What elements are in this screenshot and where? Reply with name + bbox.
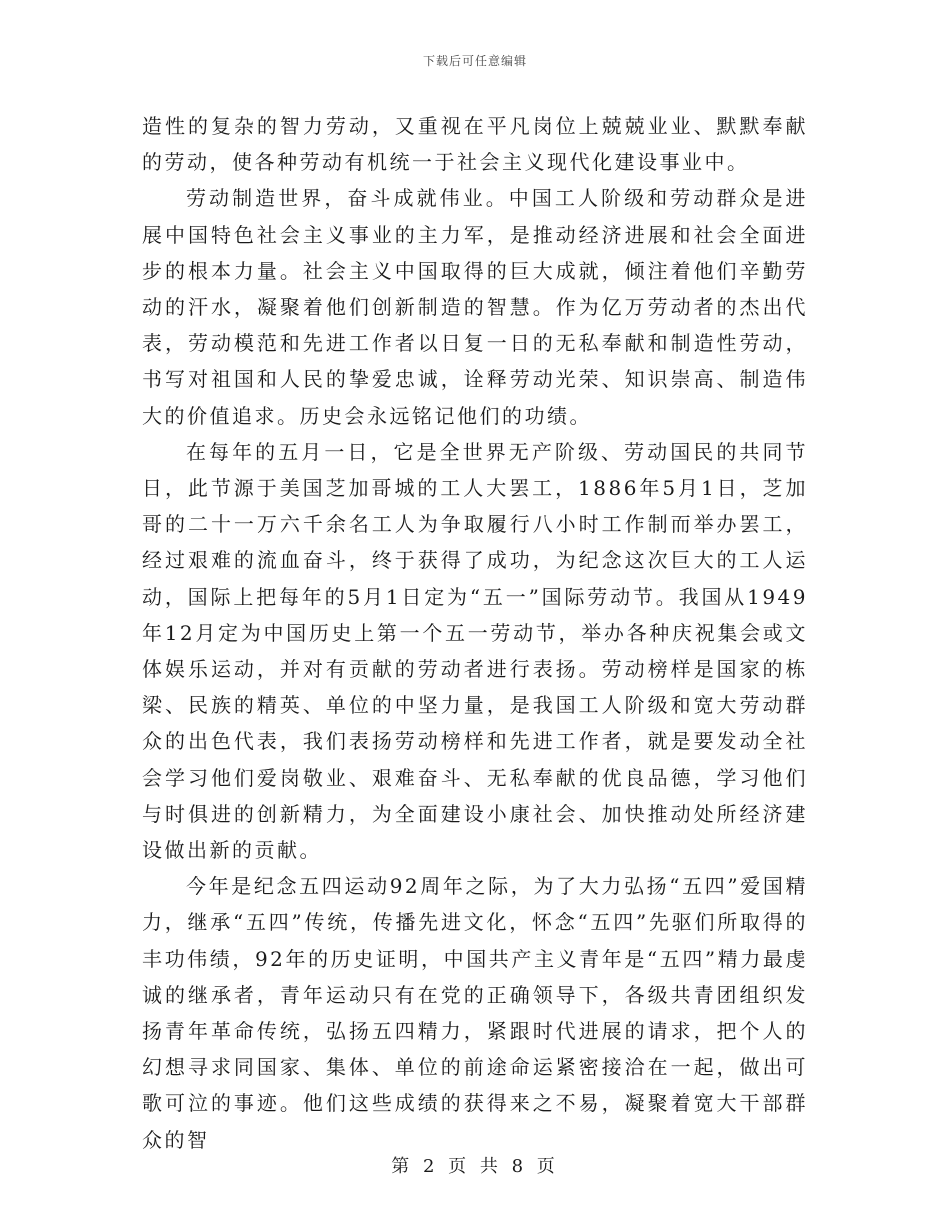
- page-header-note: 下载后可任意编辑: [422, 54, 527, 68]
- page-number-footer: 第 2 页 共 8 页: [391, 1156, 559, 1177]
- paragraph-3: 在每年的五月一日，它是全世界无产阶级、劳动国民的共同节日，此节源于美国芝加哥城的工人大罢工，1886年5月1日，芝加哥的二十一万六千余名工人为争取履行八小时工作制而举办罢工，经过艰难的流血奋斗，终于获得了成功，为纪念这次巨大的工人运动，国际上把每年的5月1日定为“五一”国际劳动节。我国从1949年12月定为中国历史上第一个五一劳动节，举办各种庆祝集会或文体娱乐运动，并对有贡献的劳动者进行表扬。劳动榜样是国家的栋梁、民族的精英、单位的中坚力量，是我国工人阶级和宽大劳动群众的出色代表，我们表扬劳动榜样和先进工作者，就是要发动全社会学习他们爱岗敬业、艰难奋斗、无私奉献的优良品德，学习他们与时俱进的创新精力，为全面建设小康社会、加快推动处所经济建设做出新的贡献。: [142, 439, 808, 863]
- document-body: [142, 108, 808, 1158]
- paragraph-1: 造性的复杂的智力劳动，又重视在平凡岗位上兢兢业业、默默奉献的劳动，使各种劳动有机统一于社会主义现代化建设事业中。: [142, 114, 808, 175]
- paragraph-2: 劳动制造世界，奋斗成就伟业。中国工人阶级和劳动群众是进展中国特色社会主义事业的主力军，是推动经济进展和社会全面进步的根本力量。社会主义中国取得的巨大成就，倾注着他们辛勤劳动的汗水，凝聚着他们创新制造的智慧。作为亿万劳动者的杰出代表，劳动模范和先进工作者以日复一日的无私奉献和制造性劳动，书写对祖国和人民的挚爱忠诚，诠释劳动光荣、知识崇高、制造伟大的价值追求。历史会永远铭记他们的功绩。: [142, 186, 808, 428]
- paragraph-4: 今年是纪念五四运动92周年之际，为了大力弘扬“五四”爱国精力，继承“五四”传统，传播先进文化，怀念“五四”先驱们所取得的丰功伟绩，92年的历史证明，中国共产主义青年是“五四”精力最虔诚的继承者，青年运动只有在党的正确领导下，各级共青团组织发扬青年革命传统，弘扬五四精力，紧跟时代进展的请求，把个人的幻想寻求同国家、集体、单位的前途命运紧密接洽在一起，做出可歌可泣的事迹。他们这些成绩的获得来之不易，凝聚着宽大干部群众的智: [142, 874, 808, 1152]
